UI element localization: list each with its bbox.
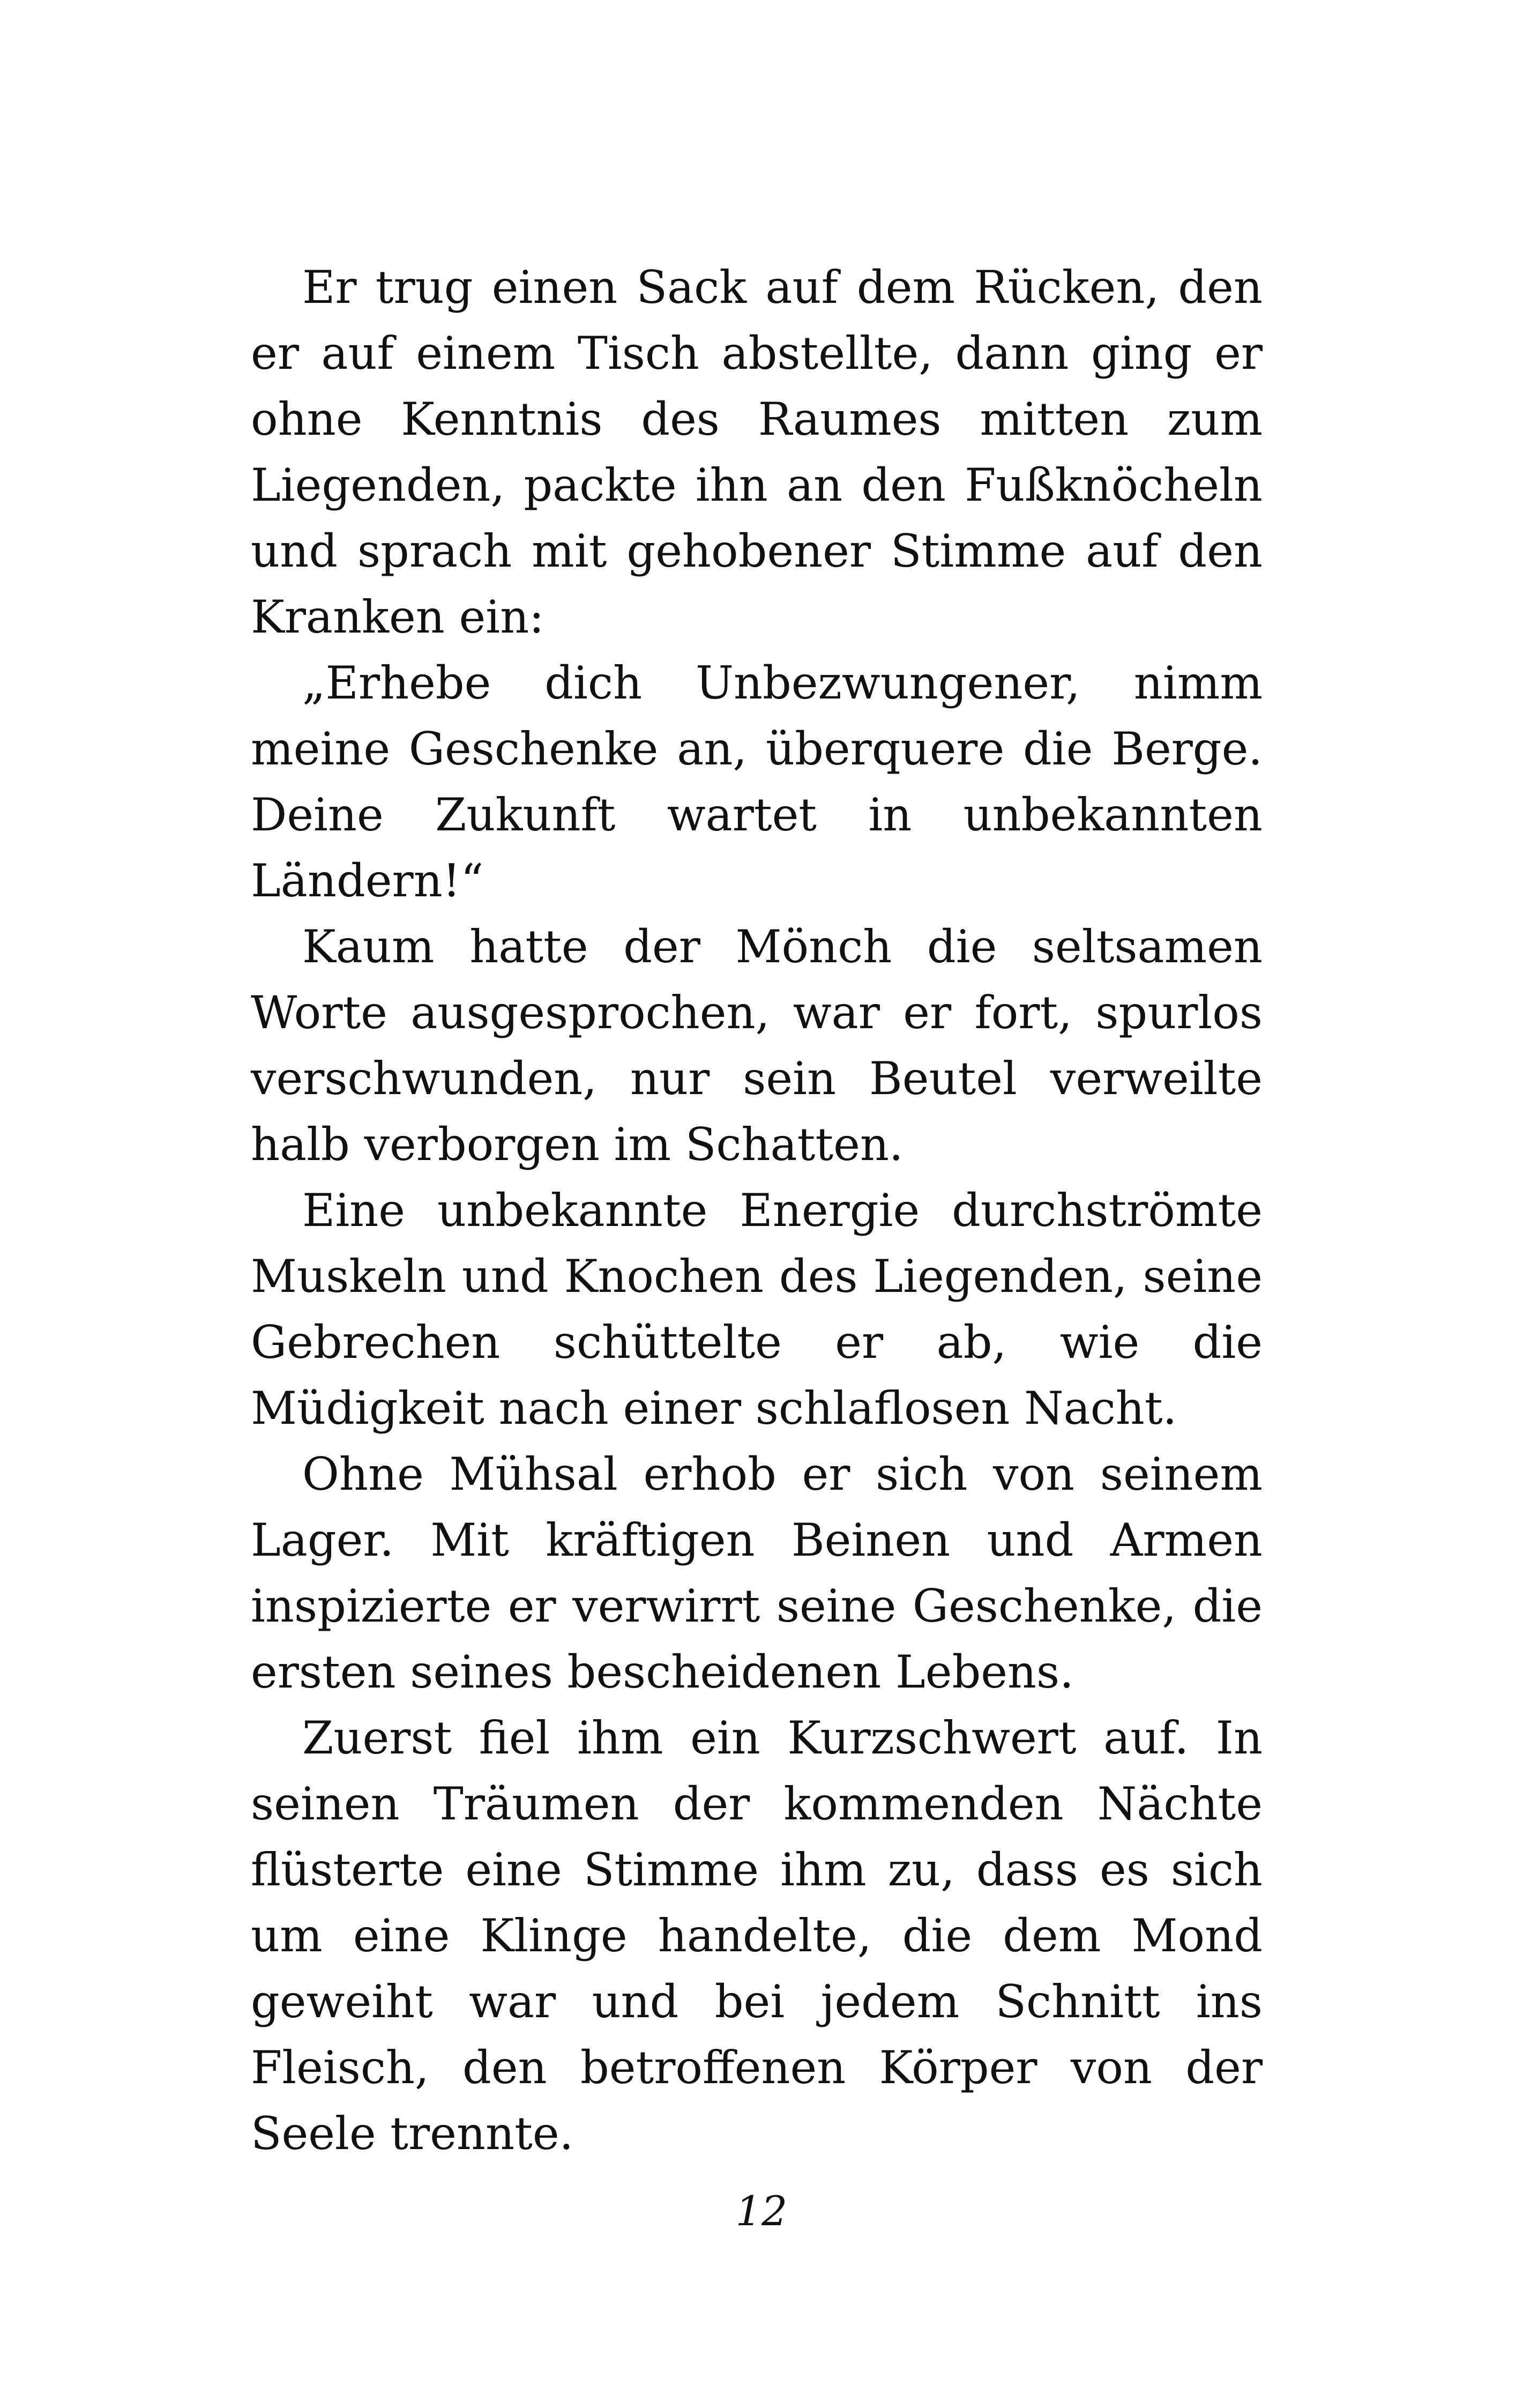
paragraph-5: Ohne Mühsal erhob er sich von seinem Lager. Mit kräftigen Beinen und Armen inspizierte er verwirrt seine Geschenke, die ersten seines bescheidenen Lebens. [251,1448,1263,1698]
page-number: 12 [735,2187,788,2235]
body-text [251,255,1263,2167]
paragraph-3: Kaum hatte der Mönch die seltsamen Worte ausgesprochen, war er fort, spurlos verschwunden, nur sein Beutel verweilte halb verborgen im Schatten. [251,920,1263,1171]
paragraph-2: „Erhebe dich Unbezwungener, nimm meine Geschenke an, überquere die Berge. Deine Zukunft wartet in unbekannten Ländern!“ [251,657,1263,907]
paragraph-1: Er trug einen Sack auf dem Rücken, den er auf einem Tisch abstellte, dann ging er ohne Kenntnis des Raumes mitten zum Liegenden, packte ihn an den Fußknöcheln und sprach mit gehobener Stimme auf den Kranken ein: [251,261,1263,643]
paragraph-6: Zuerst fiel ihm ein Kurzschwert auf. In seinen Träumen der kommenden Nächte flüsterte eine Stimme ihm zu, dass es sich um eine Klinge handelte, die dem Mond geweiht war und bei jedem Schnitt ins Fleisch, den betroffenen Körper von der Seele trennte. [251,1712,1263,2160]
paragraph-4: Eine unbekannte Energie durchströmte Muskeln und Knochen des Liegenden, seine Gebrechen schüttelte er ab, wie die Müdigkeit nach einer schlaflosen Nacht. [251,1184,1263,1435]
